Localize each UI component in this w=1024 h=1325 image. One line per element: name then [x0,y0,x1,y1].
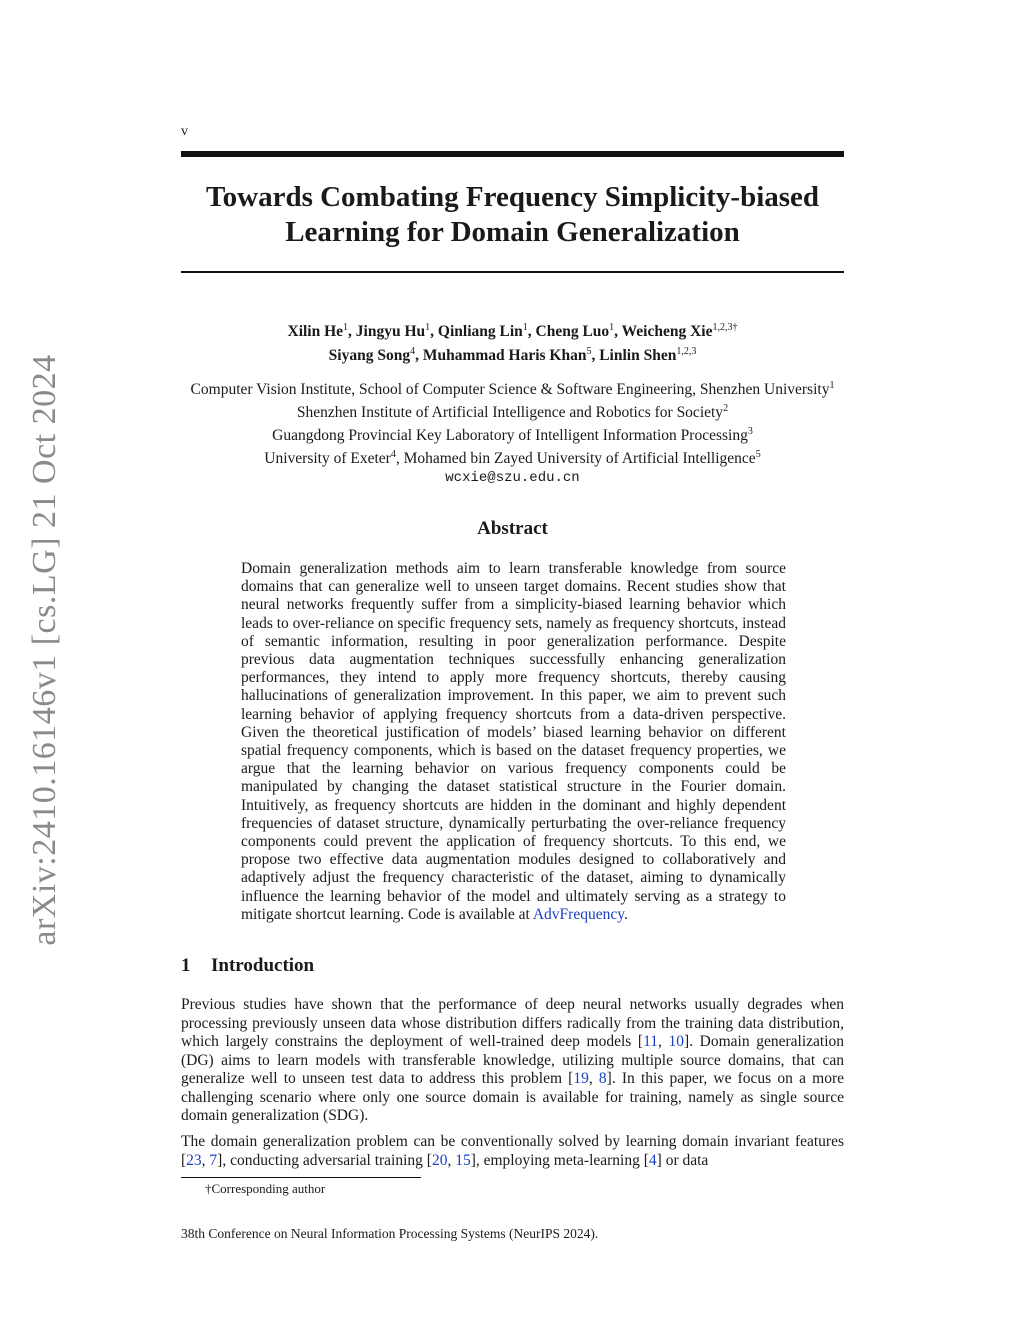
author-name: Siyang Song [328,347,411,365]
author-affiliation-mark: 5 [586,346,592,358]
author-affiliation-mark: 1 [343,322,349,333]
affiliation-3: Guangdong Provincial Key Laboratory of Intelligent Information Processing$^3$ [272,426,753,445]
arxiv-stamp-text: arXiv:2410.16146v1 [cs.LG] 21 Oct 2024 [26,354,63,946]
affiliation-1: Computer Vision Institute, School of Computer Science & Software Engineering, Shenzhen University$^1$ [190,380,835,399]
author-name: Qinliang Lin [437,323,523,341]
abstract-heading: Abstract [477,518,548,539]
citation-link[interactable]: 11 [643,1033,659,1050]
conference-footer: 38th Conference on Neural Information Processing Systems (NeurIPS 2024). [181,1226,599,1241]
citation-link[interactable]: 8 [598,1070,607,1087]
author-affiliation-mark: 1 [522,322,528,333]
footnote-rule [181,1177,421,1178]
author-name: Muhammad Haris Khan [422,347,587,365]
header-mark: v [181,124,188,139]
title-bottom-rule [181,271,844,273]
citation-link[interactable]: 20 [431,1151,448,1169]
citation-link[interactable]: 23 [186,1151,202,1169]
section-title: Introduction [211,955,315,976]
author-affiliation-mark: 1,2,3 [676,346,697,358]
section-heading [181,955,314,977]
author-name: Linlin Shen [599,347,677,365]
title-line-1: Towards Combating Frequency Simplicity-biased [205,181,820,213]
citation-link[interactable]: 10 [668,1033,685,1050]
author-name: Xilin He [287,323,344,341]
abstract-text: Domain generalization methods aim to learn transferable knowledge from source domains that can generalize well to unseen target domains. Recent studies show that neural networks frequently suffer from a simplicity-biased learning behavior which leads to over-reliance on specific frequency sets, namely as frequency shortcuts, instead of semantic information, resulting in poor generalization performance. Despite previous data augmentation techniques successfully enhancing generalization performances, they intend to apply more frequency shortcuts, thereby causing hallucinations of generalization improvement. In this paper, we aim to prevent such learning behavior of applying frequency shortcuts from a data-driven perspective. Given the theoretical justification of models’ biased learning behavior on different spatial frequency components, which is based on the dataset frequency properties, we argue that the learning behavior on various frequency components could be manipulated by changing the dataset statistical structure in the Fourier domain. Intuitively, as frequency shortcuts are hidden in the dominant and highly dependent frequencies of dataset structure, dynamically perturbating the over-reliance frequency components could prevent the application of frequency shortcuts. To this end, we propose two effective data augmentation modules designed to collaboratively and adaptively adjust the frequency characteristic of the dataset, aiming to dynamically influence the learning behavior of the model and ultimately serving as a strategy to mitigate shortcut learning. Code is available at [241,560,786,923]
citation-link[interactable]: 19 [573,1070,589,1087]
author-name: Cheng Luo [535,323,610,341]
contact-email[interactable]: wcxie@szu.edu.cn [445,469,580,486]
citation-link[interactable]: 4 [648,1151,657,1169]
title-top-rule [181,151,844,157]
author-affiliation-mark: 1,2,3† [712,322,738,333]
affiliation-4: University of Exeter$^4$, Mohamed bin Zayed University of Artificial Intelligence$^5$ [264,449,761,468]
footnote: †Corresponding author [205,1181,326,1196]
abstract-body: Domain generalization methods aim to learn transferable knowledge from source domains that can generalize well to unseen target domains. Recent studies show that neural networks frequently suffer from a simplicity-biased learning behavior which leads to over-reliance on specific frequency sets, namely as frequency shortcuts, instead of semantic information, resulting in poor generalization performance. Despite previous data augmentation techniques successfully enhancing generalization performances, they intend to apply more frequency shortcuts, thereby causing hallucinations of generalization improvement. In this paper, we aim to prevent such learning behavior of applying frequency shortcuts from a data-driven perspective. Given the theoretical justification of models’ biased learning behavior on different spatial frequency components, which is based on the dataset frequency properties, we argue that the learning behavior on various frequency components could be manipulated by changing the dataset statistical structure in the Fourier domain. Intuitively, as frequency shortcuts are hidden in the dominant and highly dependent frequencies of dataset structure, dynamically perturbating the over-reliance frequency components could prevent the application of frequency shortcuts. To this end, we propose two effective data augmentation modules designed to collaboratively and adaptively adjust the frequency characteristic of the dataset, aiming to dynamically influence the learning behavior of the model and ultimately serving as a strategy to mitigate shortcut learning. Code is available at AdvFrequency. [241,560,786,923]
section-number: 1 [181,955,191,976]
affiliation-list [150,376,875,488]
paper-title [181,180,844,250]
intro-paragraph-2: The domain generalization problem can be conventionally solved by learning domain invariant features [23, 7], conducting adversarial training [20, 15], employing meta-learning [4] or data [181,1133,844,1169]
citation-link[interactable]: 7 [209,1151,218,1169]
intro-paragraph-1: Previous studies have shown that the performance of deep neural networks usually degrades when processing previously unseen data whose distribution differs radically from the training data distribution, which largely constrains the deployment of well-trained deep models [11, 10]. Domain generalization (DG) aims to learn models with transferable knowledge, utilizing multiple source domains, that can generalize well to unseen test data to address this problem [19, 8]. In this paper, we focus on a more challenging scenario where only one source domain is available for training, namely as single source domain generalization (SDG). [181,996,845,1124]
author-line-1: Xilin He$^1$, Jingyu Hu$^1$, Qinliang Lin$^1$, Cheng Luo$^1$, Weicheng Xie$^{1,2,3\dagger}$ [287,322,738,341]
arxiv-stamp [20,355,70,945]
author-line-2: Siyang Song$^4$, Muhammad Haris Khan$^5$, Linlin Shen$^{1,2,3}$ [328,346,697,365]
author-affiliation-mark: 1 [609,322,615,333]
author-name: Jingyu Hu [355,323,426,341]
author-affiliation-mark: 4 [410,346,416,358]
code-link[interactable]: AdvFrequency [532,905,624,923]
author-list [181,318,844,366]
author-affiliation-mark: 1 [425,322,431,333]
author-name: Weicheng Xie [621,323,713,341]
affiliation-2: Shenzhen Institute of Artificial Intelligence and Robotics for Society$^2$ [296,403,729,422]
citation-link[interactable]: 15 [455,1151,471,1169]
title-line-2: Learning for Domain Generalization [285,216,740,248]
